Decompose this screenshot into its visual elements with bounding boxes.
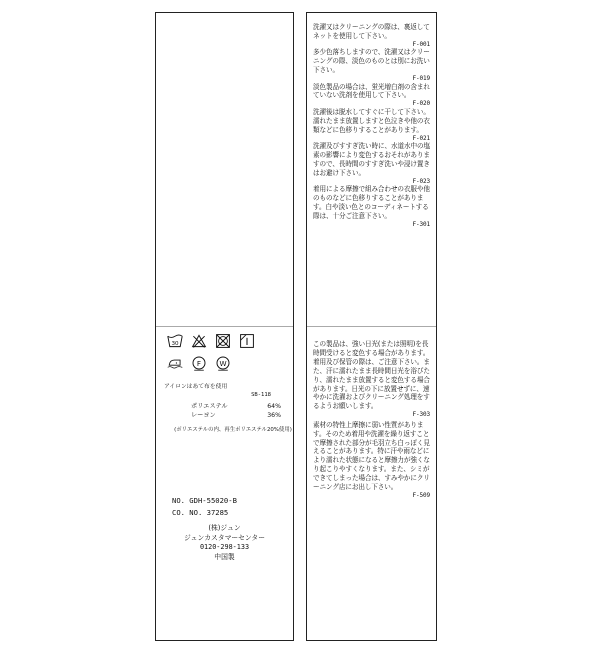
- wash-tub-30-icon: [167, 333, 183, 349]
- fiber-material: ポリエステル: [191, 403, 228, 410]
- care-label-left: [155, 12, 294, 641]
- care-code: F-001: [412, 40, 430, 48]
- label-divider: [307, 326, 436, 327]
- customer-center: ジュンカスタマーセンター: [183, 533, 266, 542]
- product-info: [172, 495, 237, 519]
- no-bleach-icon: [191, 333, 207, 349]
- product-number: NO. GDH-55020-B: [172, 496, 237, 505]
- wet-clean-w-icon: [215, 355, 231, 371]
- care-paragraph: 多少色落ちしますので、洗濯又はクリーニングの際、淡色のものとは別にお洗い下さい。: [313, 48, 430, 75]
- iron-note: アイロンはあて布を使用: [164, 384, 228, 390]
- company-number: CO. NO. 37285: [172, 508, 229, 517]
- company-info: [156, 524, 293, 562]
- wash-temp-text: 30: [171, 341, 179, 347]
- fiber-material: レーヨン: [191, 411, 216, 419]
- care-symbol-row-1: [167, 333, 287, 349]
- care-code: F-509: [412, 492, 430, 499]
- care-paragraph: 洗濯及びすすぎ洗い時に、水道水中の塩素の影響により変色するおそれがありますので、長時間のすすぎ洗いや浸け置きはお避け下さい。: [313, 142, 430, 177]
- fiber-row: [191, 412, 281, 421]
- care-paragraph: この製品は、強い日光(または照明)を長時間受けると変色する場合があります。着用及び保管の際は、ご注意下さい。また、汗に濡れたまま長時間日光を浴びたり、濡れたまま放置すると変色する場合があります。日光の下に放置せずに、速やかに洗濯およびクリーニング処理をするようお願いします。: [313, 340, 430, 411]
- care-instructions-top: [313, 23, 430, 228]
- fiber-percent: 36%: [267, 411, 281, 419]
- phone-number: 0120-298-133: [199, 543, 250, 552]
- care-label-right: [306, 12, 437, 641]
- fiber-composition: [191, 403, 281, 420]
- label-divider: [156, 326, 293, 327]
- care-paragraph: 洗濯後は脱水してすぐに干して下さい。濡れたまま放置しますと色泣きや他の衣類などに色移りすることがあります。: [313, 107, 430, 134]
- fiber-row: [191, 403, 281, 412]
- country-of-origin: 中国製: [214, 552, 235, 561]
- care-paragraph: 着用による摩擦で組み合わせの衣服や他のものなどに色移りすることがあります。白や淡い色とのコーディネートする際は、十分ご注意下さい。: [313, 185, 430, 220]
- dry-clean-letter: F: [196, 358, 202, 368]
- care-code: F-021: [412, 134, 430, 142]
- care-symbols: [167, 333, 287, 377]
- sb-code: SB-118: [251, 392, 271, 398]
- no-tumble-dry-icon: [215, 333, 231, 349]
- company-name: (株)ジュン: [208, 524, 241, 532]
- recycle-note: (ポリエステルの内、再生ポリエステル20%使用): [174, 427, 292, 433]
- care-code: F-020: [412, 100, 430, 108]
- fiber-percent: 64%: [267, 403, 281, 410]
- dry-clean-f-icon: [191, 355, 207, 371]
- care-paragraph: 淡色製品の場合は、蛍光増白剤の含まれていない洗剤を使用して下さい。: [313, 82, 430, 100]
- care-code: F-019: [412, 75, 430, 83]
- line-dry-shade-icon: [239, 333, 255, 349]
- care-code: F-023: [412, 177, 430, 185]
- care-code: F-303: [412, 411, 430, 419]
- care-paragraph: 洗濯又はクリーニングの際は、裏返してネットを使用して下さい。: [313, 23, 430, 40]
- iron-low-with-cloth-icon: [167, 355, 183, 371]
- care-paragraph: 素材の特性上摩擦に弱い性質があります。そのため着用や洗濯を繰り返すことで摩擦された部分が毛羽立ち白っぽく見えることがあります。特に汗や雨などにより濡れた状態になると摩擦力が強くなり起こりやすくなります。また、シミができてしまった場合は、すみやかにクリーニング店にお出し下さい。: [313, 420, 430, 492]
- care-instructions-bottom: [313, 340, 430, 500]
- care-symbol-row-2: [167, 355, 287, 371]
- care-code: F-301: [412, 220, 430, 228]
- wet-clean-letter: W: [219, 358, 227, 368]
